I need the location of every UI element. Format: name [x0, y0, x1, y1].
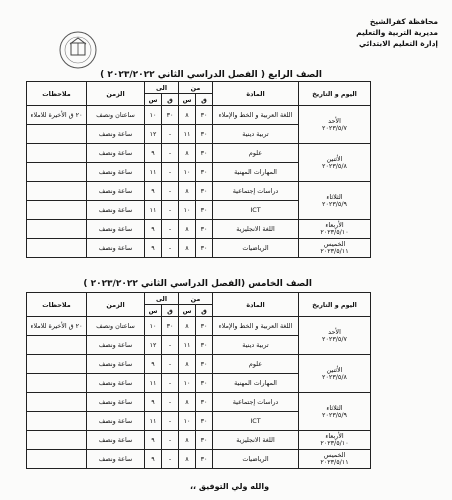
- to-minute-cell: ٣٠: [162, 106, 179, 125]
- duration-cell: ساعة ونصف: [87, 201, 145, 220]
- to-hour-cell: ١١: [145, 201, 162, 220]
- table-row: [27, 317, 371, 336]
- duration-cell: ساعة ونصف: [87, 220, 145, 239]
- to-minute-cell: -: [162, 412, 179, 431]
- day-date-cell: [299, 355, 371, 393]
- to-minute-cell: -: [162, 374, 179, 393]
- to-hour-cell: ٩: [145, 144, 162, 163]
- table-row: [27, 355, 371, 374]
- governorate-line: محافظة كفرالشيخ: [369, 17, 438, 26]
- from-hour-cell: ١١: [179, 125, 196, 144]
- day-date-cell: [299, 239, 371, 258]
- from-minute-cell: ٣٠: [196, 393, 213, 412]
- header-block: [356, 16, 438, 49]
- subject-cell: علوم: [213, 144, 299, 163]
- from-hour-cell: ٨: [179, 144, 196, 163]
- day-date-cell: [299, 431, 371, 450]
- subject-cell: المهارات المهنية: [213, 163, 299, 182]
- col-day-date: اليوم و التاريخ: [299, 82, 371, 106]
- subject-cell: اللغة العربية و الخط والإملاء: [213, 317, 299, 336]
- to-hour-cell: ٩: [145, 355, 162, 374]
- from-hour-cell: ٨: [179, 317, 196, 336]
- exam-date: ٢٠٢٣/٥/١٠: [320, 439, 349, 447]
- from-minute-cell: ٣٠: [196, 412, 213, 431]
- col-to-minute: ق: [162, 305, 179, 317]
- col-duration: الزمن: [87, 82, 145, 106]
- to-minute-cell: -: [162, 125, 179, 144]
- col-to: الى: [145, 293, 179, 305]
- col-to-minute: ق: [162, 94, 179, 106]
- directorate-line: مديرية التربية والتعليم: [356, 28, 438, 37]
- subject-cell: المهارات المهنية: [213, 374, 299, 393]
- notes-cell: [27, 336, 87, 355]
- notes-cell: [27, 239, 87, 258]
- col-duration: الزمن: [87, 293, 145, 317]
- from-minute-cell: ٣٠: [196, 182, 213, 201]
- col-subject: المادة: [213, 293, 299, 317]
- to-minute-cell: -: [162, 239, 179, 258]
- to-hour-cell: ٩: [145, 239, 162, 258]
- to-minute-cell: ٣٠: [162, 317, 179, 336]
- day-name: الخميس: [323, 240, 346, 248]
- to-hour-cell: ٩: [145, 450, 162, 469]
- to-minute-cell: -: [162, 182, 179, 201]
- from-minute-cell: ٣٠: [196, 450, 213, 469]
- notes-cell: [27, 125, 87, 144]
- from-hour-cell: ٨: [179, 220, 196, 239]
- col-notes: ملاحظات: [27, 293, 87, 317]
- col-from-hour: س: [179, 305, 196, 317]
- table-row: [27, 450, 371, 469]
- col-to-hour: س: [145, 94, 162, 106]
- ministry-logo-icon: [58, 30, 98, 70]
- from-hour-cell: ٨: [179, 182, 196, 201]
- col-from-minute: ق: [196, 94, 213, 106]
- notes-cell: ٢٠ ق الأخيرة للاملاء: [27, 317, 87, 336]
- duration-cell: ساعة ونصف: [87, 374, 145, 393]
- col-from: من: [179, 82, 213, 94]
- table-row: [27, 239, 371, 258]
- day-date-cell: [299, 106, 371, 144]
- day-name: الأثنين: [326, 365, 343, 374]
- duration-cell: ساعة ونصف: [87, 450, 145, 469]
- day-date-cell: [299, 450, 371, 469]
- col-from: من: [179, 293, 213, 305]
- exam-date: ٢٠٢٣/٥/٩: [322, 199, 347, 208]
- subject-cell: اللغة الانجليزية: [213, 220, 299, 239]
- from-minute-cell: ٣٠: [196, 125, 213, 144]
- day-name: الأحد: [328, 327, 341, 336]
- grade4-schedule-table: [26, 81, 371, 258]
- day-date-cell: [299, 144, 371, 182]
- to-minute-cell: -: [162, 450, 179, 469]
- exam-date: ٢٠٢٣/٥/٨: [322, 161, 347, 170]
- exam-date: ٢٠٢٣/٥/١٠: [320, 228, 349, 236]
- subject-cell: الرياضيات: [213, 450, 299, 469]
- day-name: الثلاثاء: [326, 403, 343, 412]
- duration-cell: ساعة ونصف: [87, 125, 145, 144]
- subject-cell: اللغة الانجليزية: [213, 431, 299, 450]
- duration-cell: ساعة ونصف: [87, 239, 145, 258]
- subject-cell: دراسات إجتماعية: [213, 182, 299, 201]
- table-row: [27, 393, 371, 412]
- from-minute-cell: ٣٠: [196, 239, 213, 258]
- from-minute-cell: ٣٠: [196, 163, 213, 182]
- subject-cell: تربية دينية: [213, 125, 299, 144]
- duration-cell: ساعة ونصف: [87, 431, 145, 450]
- grade5-schedule-table: [26, 292, 371, 469]
- to-hour-cell: ١٠: [145, 106, 162, 125]
- to-hour-cell: ١٢: [145, 125, 162, 144]
- from-minute-cell: ٣٠: [196, 201, 213, 220]
- from-hour-cell: ١١: [179, 336, 196, 355]
- day-name: الأربعاء: [325, 432, 344, 440]
- to-hour-cell: ٩: [145, 431, 162, 450]
- table-row: [27, 431, 371, 450]
- notes-cell: [27, 374, 87, 393]
- from-minute-cell: ٣٠: [196, 317, 213, 336]
- subject-cell: اللغة العربية و الخط والإملاء: [213, 106, 299, 125]
- day-name: الأثنين: [326, 154, 343, 163]
- to-minute-cell: -: [162, 220, 179, 239]
- duration-cell: ساعتان ونصف: [87, 317, 145, 336]
- exam-date: ٢٠٢٣/٥/١١: [320, 458, 349, 466]
- from-hour-cell: ١٠: [179, 201, 196, 220]
- day-name: الثلاثاء: [326, 192, 343, 201]
- exam-date: ٢٠٢٣/٥/٨: [322, 372, 347, 381]
- subject-cell: علوم: [213, 355, 299, 374]
- col-to-hour: س: [145, 305, 162, 317]
- from-minute-cell: ٣٠: [196, 355, 213, 374]
- to-minute-cell: -: [162, 163, 179, 182]
- to-minute-cell: -: [162, 201, 179, 220]
- day-name: الأحد: [328, 116, 341, 125]
- notes-cell: ٢٠ ق الأخيرة للاملاء: [27, 106, 87, 125]
- notes-cell: [27, 393, 87, 412]
- duration-cell: ساعة ونصف: [87, 393, 145, 412]
- from-hour-cell: ٨: [179, 355, 196, 374]
- from-minute-cell: ٣٠: [196, 220, 213, 239]
- day-name: الخميس: [323, 451, 346, 459]
- notes-cell: [27, 182, 87, 201]
- to-hour-cell: ٩: [145, 220, 162, 239]
- closing-line: والله ولي التوفيق ،،: [190, 482, 270, 491]
- from-minute-cell: ٣٠: [196, 336, 213, 355]
- exam-date: ٢٠٢٣/٥/٧: [322, 123, 347, 132]
- from-hour-cell: ٨: [179, 431, 196, 450]
- duration-cell: ساعة ونصف: [87, 182, 145, 201]
- from-hour-cell: ٨: [179, 393, 196, 412]
- to-hour-cell: ١٠: [145, 317, 162, 336]
- to-hour-cell: ٩: [145, 393, 162, 412]
- from-hour-cell: ٨: [179, 239, 196, 258]
- from-hour-cell: ٨: [179, 106, 196, 125]
- notes-cell: [27, 144, 87, 163]
- notes-cell: [27, 201, 87, 220]
- duration-cell: ساعة ونصف: [87, 144, 145, 163]
- administration-line: إدارة التعليم الابتدائي: [359, 39, 438, 48]
- to-hour-cell: ١١: [145, 163, 162, 182]
- from-hour-cell: ١٠: [179, 374, 196, 393]
- to-minute-cell: -: [162, 393, 179, 412]
- subject-cell: الرياضيات: [213, 239, 299, 258]
- day-date-cell: [299, 220, 371, 239]
- day-date-cell: [299, 317, 371, 355]
- col-from-minute: ق: [196, 305, 213, 317]
- from-minute-cell: ٣٠: [196, 106, 213, 125]
- to-minute-cell: -: [162, 144, 179, 163]
- col-to: الى: [145, 82, 179, 94]
- duration-cell: ساعة ونصف: [87, 355, 145, 374]
- grade4-title: الصف الرابع ( الفصل الدراسي الثاني ٢٠٢٣/٢٠٢٢ ): [100, 70, 322, 80]
- table-row: [27, 144, 371, 163]
- to-minute-cell: -: [162, 355, 179, 374]
- notes-cell: [27, 431, 87, 450]
- header-row: [27, 82, 371, 94]
- from-minute-cell: ٣٠: [196, 431, 213, 450]
- notes-cell: [27, 412, 87, 431]
- col-day-date: اليوم و التاريخ: [299, 293, 371, 317]
- notes-cell: [27, 450, 87, 469]
- from-minute-cell: ٣٠: [196, 374, 213, 393]
- to-hour-cell: ١١: [145, 412, 162, 431]
- table-row: [27, 220, 371, 239]
- notes-cell: [27, 220, 87, 239]
- to-minute-cell: -: [162, 431, 179, 450]
- to-minute-cell: -: [162, 336, 179, 355]
- table-row: [27, 182, 371, 201]
- subject-cell: ICT: [213, 201, 299, 220]
- subject-cell: تربية دينية: [213, 336, 299, 355]
- from-hour-cell: ١٠: [179, 412, 196, 431]
- from-hour-cell: ١٠: [179, 163, 196, 182]
- day-name: الأربعاء: [325, 221, 344, 229]
- to-hour-cell: ٩: [145, 182, 162, 201]
- col-notes: ملاحظات: [27, 82, 87, 106]
- to-hour-cell: ١١: [145, 374, 162, 393]
- header-row: [27, 293, 371, 305]
- grade5-title: الصف الخامس (الفصل الدراسي الثاني ٢٠٢٣/٢٠٢٢ ): [83, 279, 312, 289]
- duration-cell: ساعة ونصف: [87, 336, 145, 355]
- from-hour-cell: ٨: [179, 450, 196, 469]
- col-from-hour: س: [179, 94, 196, 106]
- subject-cell: دراسات إجتماعية: [213, 393, 299, 412]
- table-row: [27, 106, 371, 125]
- duration-cell: ساعة ونصف: [87, 163, 145, 182]
- day-date-cell: [299, 393, 371, 431]
- col-subject: المادة: [213, 82, 299, 106]
- subject-cell: ICT: [213, 412, 299, 431]
- to-hour-cell: ١٢: [145, 336, 162, 355]
- notes-cell: [27, 163, 87, 182]
- from-minute-cell: ٣٠: [196, 144, 213, 163]
- notes-cell: [27, 355, 87, 374]
- exam-date: ٢٠٢٣/٥/٧: [322, 334, 347, 343]
- exam-date: ٢٠٢٣/٥/٩: [322, 410, 347, 419]
- day-date-cell: [299, 182, 371, 220]
- duration-cell: ساعتان ونصف: [87, 106, 145, 125]
- exam-date: ٢٠٢٣/٥/١١: [320, 247, 349, 255]
- duration-cell: ساعة ونصف: [87, 412, 145, 431]
